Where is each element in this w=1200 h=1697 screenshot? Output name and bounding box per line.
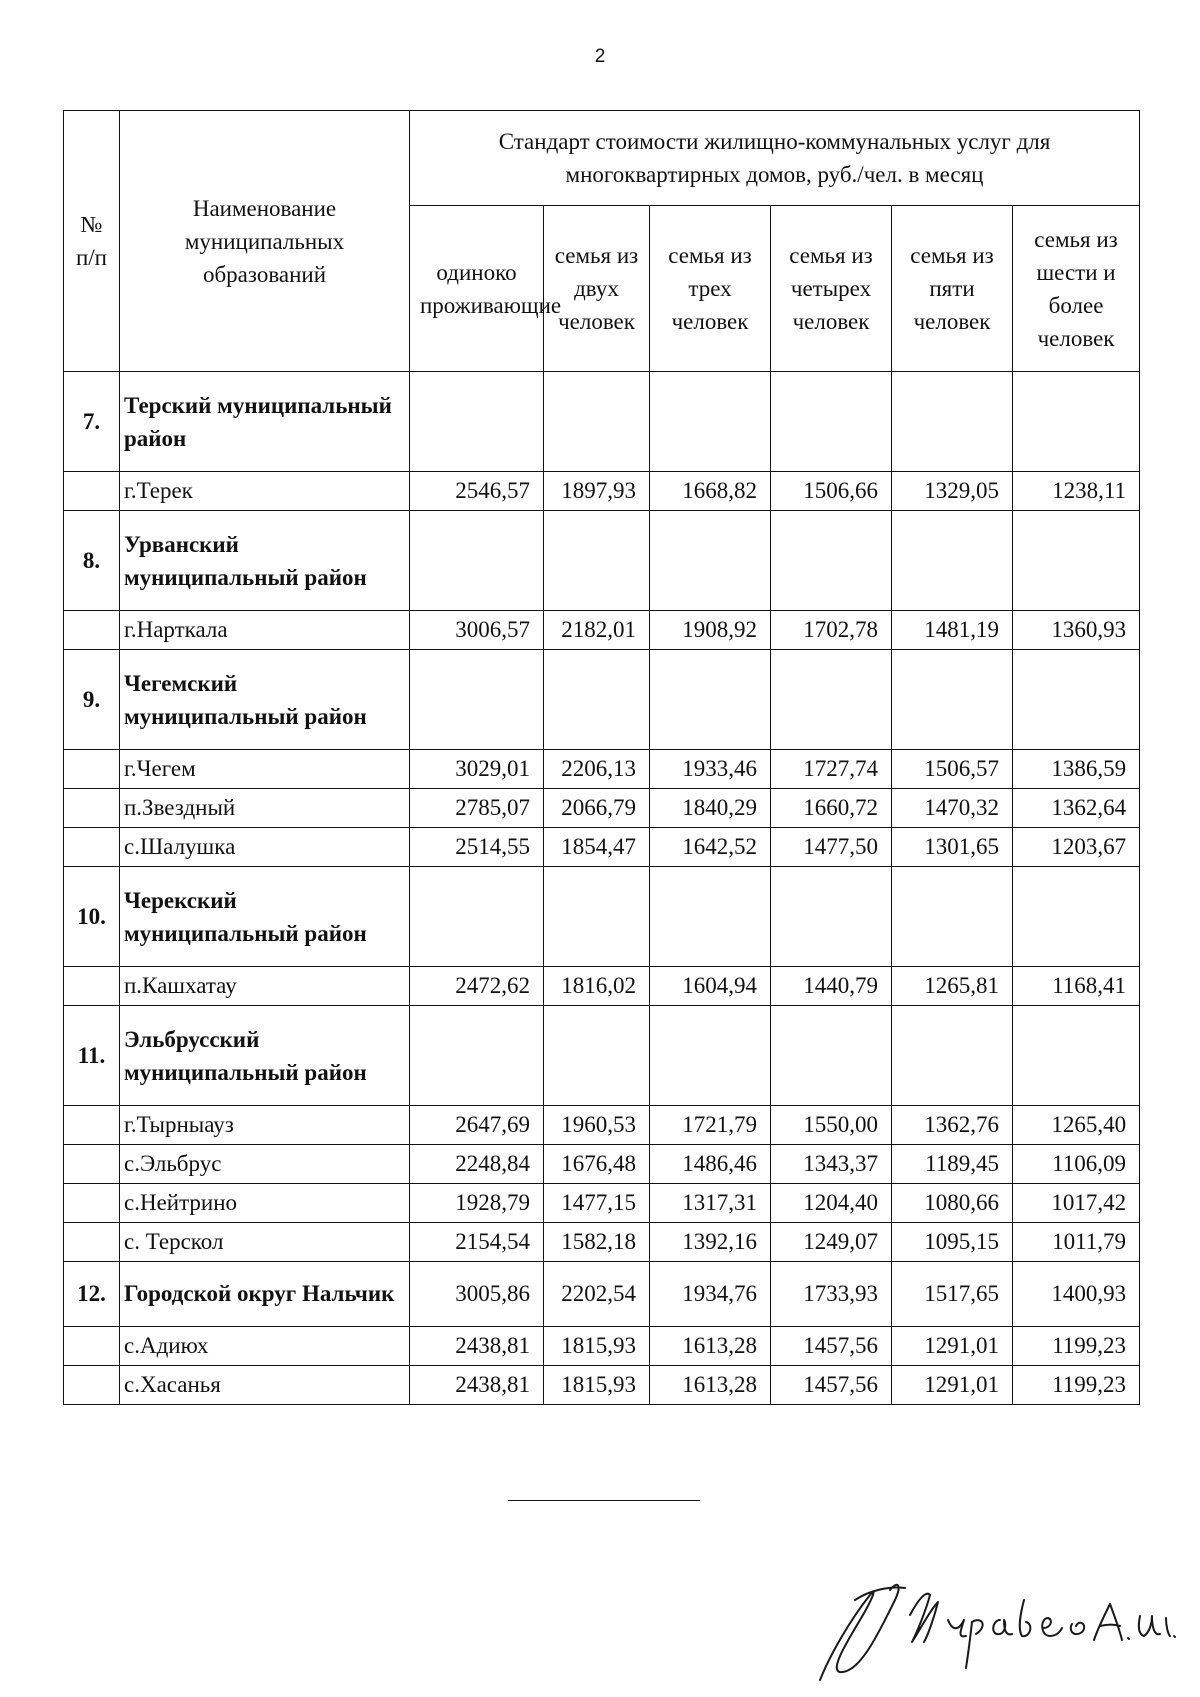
table-row [64,1366,1140,1405]
header-sub-col: семья из шести и более человек [1013,206,1140,372]
row-value: 1360,93 [1013,611,1140,650]
row-value: 2202,54 [544,1262,650,1327]
header-sub-col: одиноко проживающие [410,206,544,372]
table-row [64,1106,1140,1145]
row-value: 1604,94 [650,967,771,1006]
row-value: 1317,31 [650,1184,771,1223]
row-name: г.Чегем [120,750,410,789]
handwritten-signature [800,1560,1180,1690]
row-name: г.Нарткала [120,611,410,650]
row-value: 1080,66 [892,1184,1013,1223]
footer-separator-line [508,1500,700,1501]
row-value: 2206,13 [544,750,650,789]
row-value: 1477,50 [771,828,892,867]
row-value: 1933,46 [650,750,771,789]
row-value: 1815,93 [544,1366,650,1405]
row-value: 2647,69 [410,1106,544,1145]
page-number: 2 [594,46,606,67]
row-value: 1249,07 [771,1223,892,1262]
row-value: 2785,07 [410,789,544,828]
row-name: с.Адиюх [120,1327,410,1366]
table-row [64,650,1140,750]
table-row [64,1262,1140,1327]
row-value: 1613,28 [650,1366,771,1405]
row-index: 7. [64,372,120,472]
table-row [64,789,1140,828]
row-value: 1613,28 [650,1327,771,1366]
row-name: с. Терскол [120,1223,410,1262]
row-value: 1168,41 [1013,967,1140,1006]
row-value: 1265,81 [892,967,1013,1006]
row-value: 1440,79 [771,967,892,1006]
row-name: Чегемский муниципальный район [120,650,410,750]
row-value: 2182,01 [544,611,650,650]
row-value: 1506,66 [771,472,892,511]
row-index: 10. [64,867,120,967]
row-value: 1928,79 [410,1184,544,1223]
row-value: 1897,93 [544,472,650,511]
row-name: Эльбрусский муниципальный район [120,1006,410,1106]
row-value: 1676,48 [544,1145,650,1184]
row-index: 9. [64,650,120,750]
row-value: 1816,02 [544,967,650,1006]
row-value: 1815,93 [544,1327,650,1366]
row-name: Городской округ Нальчик [120,1262,410,1327]
table-row [64,1006,1140,1106]
row-value: 1457,56 [771,1327,892,1366]
table-row [64,611,1140,650]
row-value: 1733,93 [771,1262,892,1327]
row-name: п.Звездный [120,789,410,828]
row-value: 1517,65 [892,1262,1013,1327]
row-value: 1238,11 [1013,472,1140,511]
header-sub-col: семья из пяти человек [892,206,1013,372]
row-index: 12. [64,1262,120,1327]
row-value: 1642,52 [650,828,771,867]
row-name: г.Терек [120,472,410,511]
row-value: 2546,57 [410,472,544,511]
row-value: 1095,15 [892,1223,1013,1262]
row-value: 1204,40 [771,1184,892,1223]
cost-standard-table [63,110,1140,1405]
row-name: с.Хасанья [120,1366,410,1405]
table-row [64,828,1140,867]
row-value: 1721,79 [650,1106,771,1145]
row-value: 1727,74 [771,750,892,789]
row-value: 3005,86 [410,1262,544,1327]
row-value: 2438,81 [410,1366,544,1405]
row-value: 1660,72 [771,789,892,828]
row-name: Урванский муниципальный район [120,511,410,611]
row-name: Терский муниципальный район [120,372,410,472]
row-value: 1017,42 [1013,1184,1140,1223]
row-value: 1550,00 [771,1106,892,1145]
table-row [64,750,1140,789]
header-sub-col: семья из трех человек [650,206,771,372]
row-value: 1854,47 [544,828,650,867]
table-body [64,372,1140,1405]
row-value: 1301,65 [892,828,1013,867]
header-number: № п/п [64,111,120,372]
row-value: 1934,76 [650,1262,771,1327]
table-row [64,967,1140,1006]
header-sub-col: семья из четырех человек [771,206,892,372]
row-value: 1291,01 [892,1327,1013,1366]
row-value: 1392,16 [650,1223,771,1262]
header-group-title: Стандарт стоимости жилищно-коммунальных услуг для многоквартирных домов, руб./чел. в месяц [410,111,1140,206]
table-row [64,867,1140,967]
row-value: 1840,29 [650,789,771,828]
row-value: 1582,18 [544,1223,650,1262]
row-value: 1199,23 [1013,1327,1140,1366]
row-value: 1457,56 [771,1366,892,1405]
row-value: 1908,92 [650,611,771,650]
table-row [64,1223,1140,1262]
table-row [64,1184,1140,1223]
row-value: 1106,09 [1013,1145,1140,1184]
row-value: 1291,01 [892,1366,1013,1405]
table-row [64,372,1140,472]
row-name: с.Шалушка [120,828,410,867]
row-value: 2154,54 [410,1223,544,1262]
row-value: 1486,46 [650,1145,771,1184]
row-value: 1343,37 [771,1145,892,1184]
table-row [64,1327,1140,1366]
table-row [64,511,1140,611]
row-value: 3029,01 [410,750,544,789]
row-name: с.Эльбрус [120,1145,410,1184]
row-value: 1189,45 [892,1145,1013,1184]
header-sub-col: семья из двух человек [544,206,650,372]
row-value: 1400,93 [1013,1262,1140,1327]
table-row [64,1145,1140,1184]
row-name: Черекский муниципальный район [120,867,410,967]
row-value: 1386,59 [1013,750,1140,789]
row-value: 1477,15 [544,1184,650,1223]
row-value: 1506,57 [892,750,1013,789]
row-index: 11. [64,1006,120,1106]
row-value: 2066,79 [544,789,650,828]
row-value: 1203,67 [1013,828,1140,867]
row-value: 2472,62 [410,967,544,1006]
row-value: 2248,84 [410,1145,544,1184]
row-value: 1199,23 [1013,1366,1140,1405]
row-value: 2438,81 [410,1327,544,1366]
row-name: п.Кашхатау [120,967,410,1006]
row-value: 2514,55 [410,828,544,867]
row-value: 1702,78 [771,611,892,650]
row-value: 1481,19 [892,611,1013,650]
row-value: 1470,32 [892,789,1013,828]
row-value: 1668,82 [650,472,771,511]
row-name: с.Нейтрино [120,1184,410,1223]
header-name: Наименование муниципальных образований [120,111,410,372]
row-value: 3006,57 [410,611,544,650]
row-value: 1329,05 [892,472,1013,511]
row-value: 1362,76 [892,1106,1013,1145]
row-value: 1011,79 [1013,1223,1140,1262]
row-value: 1362,64 [1013,789,1140,828]
row-value: 1265,40 [1013,1106,1140,1145]
row-value: 1960,53 [544,1106,650,1145]
row-name: г.Тырныауз [120,1106,410,1145]
table-row [64,472,1140,511]
row-index: 8. [64,511,120,611]
